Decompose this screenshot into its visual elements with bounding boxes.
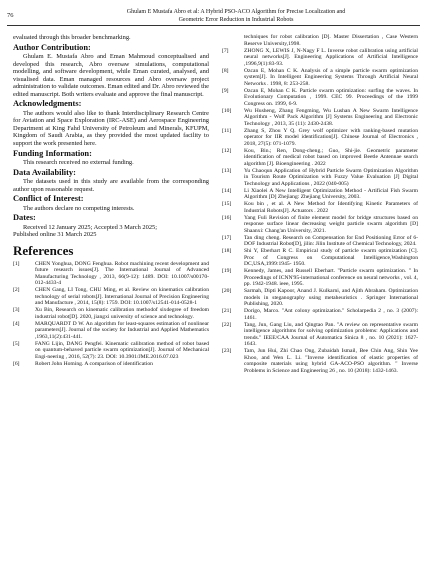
reference-text: Wu Husheng, Zhang Fengming, Wu Lushan A New Swarm Intelligence Algorithm - Wolf Pack Algorithm [J] Systems Engineering and Electronic Technology , 2013, 35 (11): 2430-2438.: [244, 107, 418, 127]
author-contribution-heading: Author Contribution:: [13, 42, 91, 52]
reference-item: [222, 34, 418, 47]
reference-item: [13, 341, 209, 361]
reference-item: [222, 308, 418, 321]
reference-item: [222, 68, 418, 88]
reference-item: [13, 287, 209, 307]
left-column: [13, 34, 209, 368]
reference-item: [222, 288, 418, 308]
reference-text: Li Xiaolei A New Intelligent Optimization Method - Artificial Fish Swarm Algorithm [D] Zhejiang: Zhejiang University, 2003.: [244, 187, 418, 200]
references-heading: References: [13, 242, 74, 258]
reference-text: techniques for robot calibration [D]. Master Dissertation , Case Western Reserve University,1998.: [244, 34, 418, 47]
reference-item: [222, 348, 418, 374]
header-rule: [7, 25, 420, 26]
reference-number: [12]: [222, 147, 232, 154]
reference-item: [222, 48, 418, 68]
reference-text: Ozcan E, Mohan C K. Particle swarm optimization: surfing the waves. In Evolutionary Computation , 1999. CEC 99. Proceedings of the 1999 Congress on. 1999, 6-9.: [244, 87, 418, 107]
reference-number: [13]: [222, 167, 232, 174]
reference-item: [222, 108, 418, 128]
data-availability-text: The datasets used in this study are available from the corresponding author upon reasonable request.: [13, 178, 209, 193]
reference-item: [13, 261, 209, 287]
dates-line1: Received 12 January 2025; Accepted 3 March 2025;: [23, 223, 157, 231]
reference-text: Kennedy, James, and Russell Eberhart. "Particle swarm optimization. " In Proceedings of ICNN'95-international conference on neural networks , vol. 4, pp. 1942-1948. ieee, 1995.: [244, 268, 418, 287]
reference-item: [222, 188, 418, 201]
acknowledgments-heading: Acknowledgments:: [13, 99, 82, 109]
reference-number: [22]: [222, 321, 232, 328]
reference-text: CHEN Gang, LI Tong, CHU Ming, et al. Review on kinematics calibration technology of serial robots[J]. International Journal of Precision Engineering and Manufacture , 2014, 15(8): 1759. DOI: 10.1007/s12541-014-0528-1: [35, 287, 209, 307]
dates-heading: Dates:: [13, 213, 36, 223]
references-list-right: [222, 34, 418, 374]
reference-number: [19]: [222, 268, 232, 274]
reference-item: [222, 268, 418, 288]
reference-text: Shi Y, Eberhart R C. Empirical study of particle swarm optimization [C]. Proc of Congress on Computational Intelligence,Washington DC,USA,1999:1945- 1950.: [244, 248, 418, 267]
reference-number: [8]: [222, 67, 229, 74]
reference-item: [222, 201, 418, 214]
reference-text: Tam, Jun Hui, Zhi Chao Ong, Zubaidah Ismail, Bee Chin Ang, Shin Yee Khoo, and Wen L. Li. "Inverse identification of elastic properties of composite materials using hybrid GA-ACO-PSO algorithm. " Inverse Problems in Science and Engineering 26 , no. 10 (2018): 1432-1463.: [244, 348, 418, 374]
intro-text: evaluated through this broader benchmarking.: [13, 34, 131, 41]
reference-number: [9]: [222, 87, 229, 94]
acknowledgments-text: The authors would also like to thank Interdisciplinary Research Centre for Aviation and Space Exploration (IRC-ASE) and Aerospace Engineering Department at King Fahd University of Petroleum and Minerals, KFUPM, Kingdom of Saudi Arabia, as they provided the most updated facility to support the work presented here.: [13, 109, 209, 148]
reference-text: Ozcan E, Mohan C K. Analysis of a simple particle swarm optimization system[J]. In Intelligent Engineering Systems Through Artificial Neural Networks . 1998, 8: 253-258.: [244, 67, 418, 87]
reference-item: [222, 128, 418, 148]
reference-number: [17]: [222, 234, 232, 241]
reference-number: [11]: [222, 127, 232, 134]
reference-item: [222, 148, 418, 168]
reference-item: [222, 215, 418, 235]
reference-number: [20]: [222, 288, 232, 294]
reference-item: [222, 168, 418, 188]
reference-number: [1]: [13, 260, 20, 267]
reference-number: [2]: [13, 287, 20, 294]
reference-number: [10]: [222, 107, 232, 114]
page-number: 76: [7, 12, 14, 19]
funding-heading: Funding Information:: [13, 148, 92, 158]
dates-line2: Published online 31 March 2025: [13, 231, 97, 239]
reference-text: CHEN Yonghua, DONG Fenghua. Robot machining recent development and future research issues[J]. The International Journal of Advanced Manufacturing Technology , 2013, 66(9-12): 1489. DOI: 10.1007/s00170-012-4433-4: [35, 260, 209, 287]
reference-number: [6]: [13, 360, 20, 367]
conflict-heading: Conflict of Interest:: [13, 194, 84, 204]
reference-item: [222, 322, 418, 348]
reference-text: Sarmah, Dipti Kapoor, Anand J. Kulkarni, and Ajith Abraham. Optimization models in steganography using metaheuristics . Springer International Publishing, 2020.: [244, 288, 418, 307]
reference-item: [222, 235, 418, 248]
data-availability-heading: Data Availability:: [13, 167, 76, 177]
author-contribution-text: Ghulam E. Mustafa Abro and Eman Mahmoud conceptualised and developed this research, Abro oversaw simulations, computational modelling, and software development, while Eman curated, analysed, and visualised data. Eman managed resources and Abro oversaw project administration to validate outcomes. Eman edited and Dr. Abro reviewed the edited manuscript. Both writers evaluate and approve the final manuscript.: [13, 53, 209, 98]
reference-text: Xu Bin, Research on kinematic calibration methodof sixdegree of freedom industrial robot[D]. 2020, jiangxi university of science and technology.: [35, 307, 209, 320]
running-head-line1: Ghulam E Mustafa Abro et al: A Hybrid PSO-ACO Algorithm for Precise Localization and: [126, 9, 346, 15]
running-head: [110, 8, 362, 24]
reference-item: [222, 88, 418, 108]
reference-number: [4]: [13, 320, 20, 327]
reference-number: [15]: [222, 201, 232, 207]
reference-number: [7]: [222, 47, 229, 54]
reference-item: [222, 248, 418, 268]
reference-text: Dorigo, Marco. "Ant colony optimization." Scholarpedia 2 , no. 3 (2007): 1461.: [244, 308, 418, 321]
reference-number: [5]: [13, 340, 20, 347]
reference-text: Kou bin , et al. A New Method for Identifying Kinetic Parameters of Industrial Robots[J]. Actuators . 2022: [244, 201, 418, 214]
reference-text: Kou, Bin.; Ren, Dong-cheng.; Guo, Shi-jie. Geometric parameter identification of medical robot based on improved Beetle Antennae search algorithm [J]. Bioengineering . 2022: [244, 147, 418, 167]
funding-text: This research received no external funding.: [23, 159, 134, 167]
right-column: [222, 34, 418, 375]
reference-number: [23]: [222, 348, 232, 354]
reference-number: [14]: [222, 187, 232, 194]
reference-item: [13, 321, 209, 341]
running-head-line2: Geometric Error Reduction in Industrial Robots: [178, 17, 294, 23]
reference-number: [21]: [222, 308, 232, 314]
reference-text: Robert John Homing. A comparison of identification: [35, 360, 153, 367]
reference-number: [18]: [222, 248, 232, 254]
reference-text: Yang Fuli Revision of finite element model for bridge structures based on response surface linear decreasing weight particle swarm algorithm [D] Shaanxi: Chang'an University, 2021.: [244, 214, 418, 234]
reference-text: Tang, Jun, Gang Liu, and Qingtao Pan. "A review on representative swarm intelligence algorithms for solving optimization problems: Applications and trends." IEEE/CAA Journal of Automatica Sinica 8 , no. 10 (2021): 1627-1643.: [244, 321, 418, 347]
reference-item: [13, 307, 209, 320]
reference-text: MARQUARDT D W. An algorithm for least-squares estimation of nonlinear parameters[J]. Journal of the society for Industrial and Applied Mathematics ,1963,11(2):431-441.: [35, 320, 209, 340]
reference-text: Yu Chaoqun Application of Hybrid Particle Swarm Optimization Algorithm in Tourism Route Optimization with Fuzzy Value Evaluation [J] Digital Technology and Applications , 2022 (040-005): [244, 167, 418, 187]
reference-text: FANG Lijin, DANG Pengfei. Kinematic calibration method of robot based on quantum-behaved particle swarm optimization[J]. Journal of Mechanical Engi-neering , 2016, 52(7): 23. DOI: 10.3901/JME.2016.07.023: [35, 340, 209, 360]
reference-item: [13, 361, 209, 368]
reference-text: Zhang S, Zhou Y Q. Grey wolf optimizer with ranking-based mutation operator for IIR model identification[J]. Chinese Journal of Electronics , 2018, 27(5): 071-1079.: [244, 127, 418, 147]
reference-text: Tan ding cheng. Research on Compensation for End Positioning Error of 6-DOF Industrial Robot[D], jilin: Jilin Institute of Chemical Technology, 2024.: [244, 234, 418, 247]
reference-number: [16]: [222, 214, 232, 221]
references-list-left: [13, 261, 209, 368]
reference-text: ZHONG X, LEWIS J, N-Nagy F L. Inverse robot calibration using artificial neural networks[J]. Engineering Applications of Artificial Intelligence ,1996,9(1):83-93.: [244, 47, 418, 67]
conflict-text: The authors declare no competing interests.: [23, 204, 135, 212]
reference-number: [3]: [13, 307, 20, 314]
